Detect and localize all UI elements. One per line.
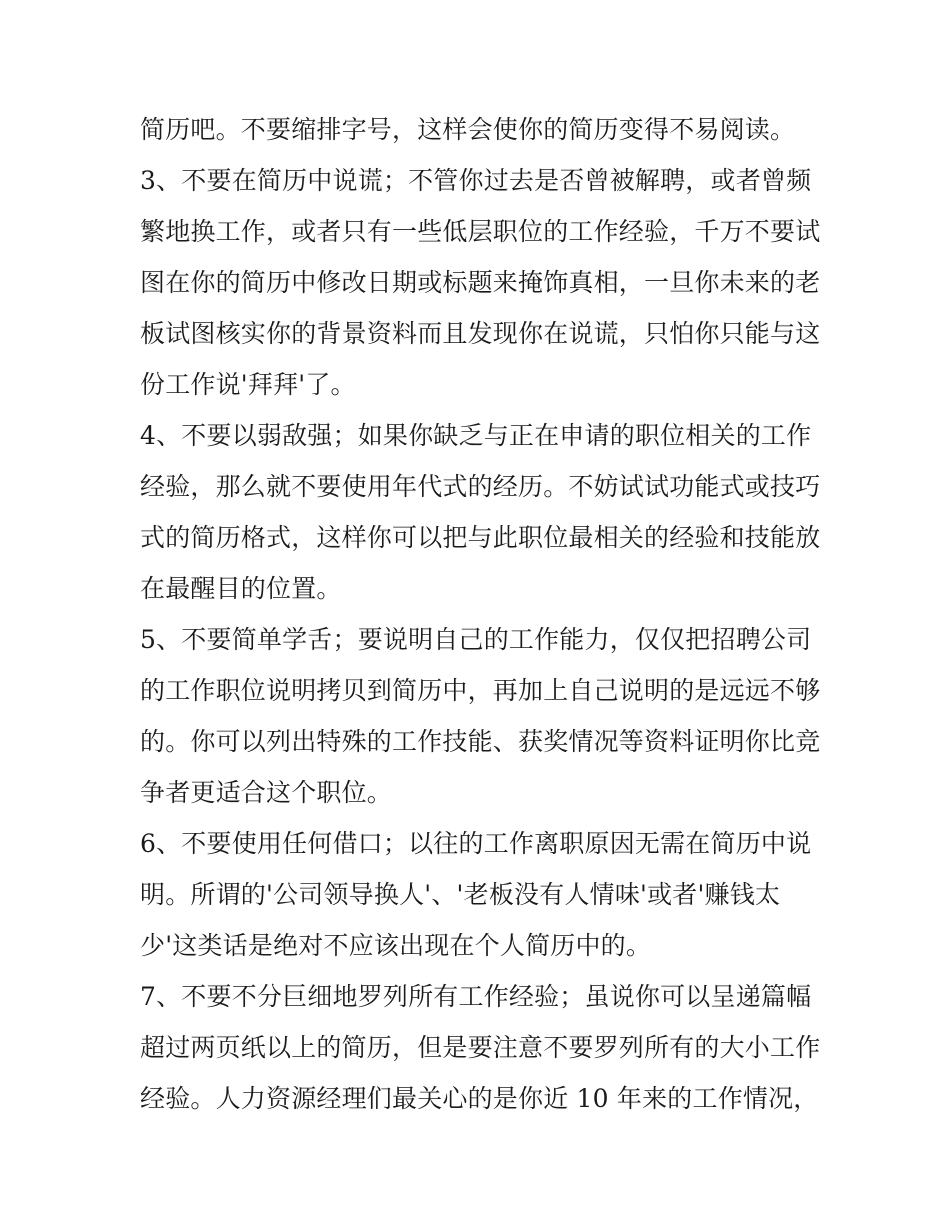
text-line: 的工作职位说明拷贝到简历中，再加上自己说明的是远远不够 — [140, 676, 821, 705]
text-line: 的。你可以列出特殊的工作技能、获奖情况等资料证明你比竞 — [140, 727, 821, 756]
text-line: 争者更适合这个职位。 — [140, 778, 393, 807]
text-line: 少'这类话是绝对不应该出现在个人简历中的。 — [140, 931, 652, 960]
text-line: 在最醒目的位置。 — [140, 574, 342, 603]
text-line: 7、不要不分巨细地罗列所有工作经验；虽说你可以呈递篇幅 — [140, 982, 812, 1011]
text-line: 经验。人力资源经理们最关心的是你近 10 年来的工作情况， — [140, 1084, 819, 1113]
text-line: 超过两页纸以上的简历，但是要注意不要罗列所有的大小工作 — [140, 1033, 821, 1062]
text-line: 6、不要使用任何借口；以往的工作离职原因无需在简历中说 — [140, 829, 812, 858]
text-line: 式的简历格式，这样你可以把与此职位最相关的经验和技能放 — [140, 523, 821, 552]
text-line: 4、不要以弱敌强；如果你缺乏与正在申请的职位相关的工作 — [140, 421, 812, 450]
text-line: 3、不要在简历中说谎；不管你过去是否曾被解聘，或者曾频 — [140, 166, 812, 195]
text-line: 板试图核实你的背景资料而且发现你在说谎，只怕你只能与这 — [140, 319, 821, 348]
text-line: 简历吧。不要缩排字号，这样会使你的简历变得不易阅读。 — [140, 115, 796, 144]
text-line: 明。所谓的'公司领导换人'、'老板没有人情味'或者'赚钱太 — [140, 880, 781, 909]
text-line: 5、不要简单学舌；要说明自己的工作能力，仅仅把招聘公司 — [140, 625, 812, 654]
text-line: 经验，那么就不要使用年代式的经历。不妨试试功能式或技巧 — [140, 472, 821, 501]
text-line: 繁地换工作，或者只有一些低层职位的工作经验，千万不要试 — [140, 217, 821, 246]
text-line: 图在你的简历中修改日期或标题来掩饰真相，一旦你未来的老 — [140, 268, 821, 297]
document-body — [140, 104, 821, 1124]
text-line: 份工作说'拜拜'了。 — [140, 370, 356, 399]
